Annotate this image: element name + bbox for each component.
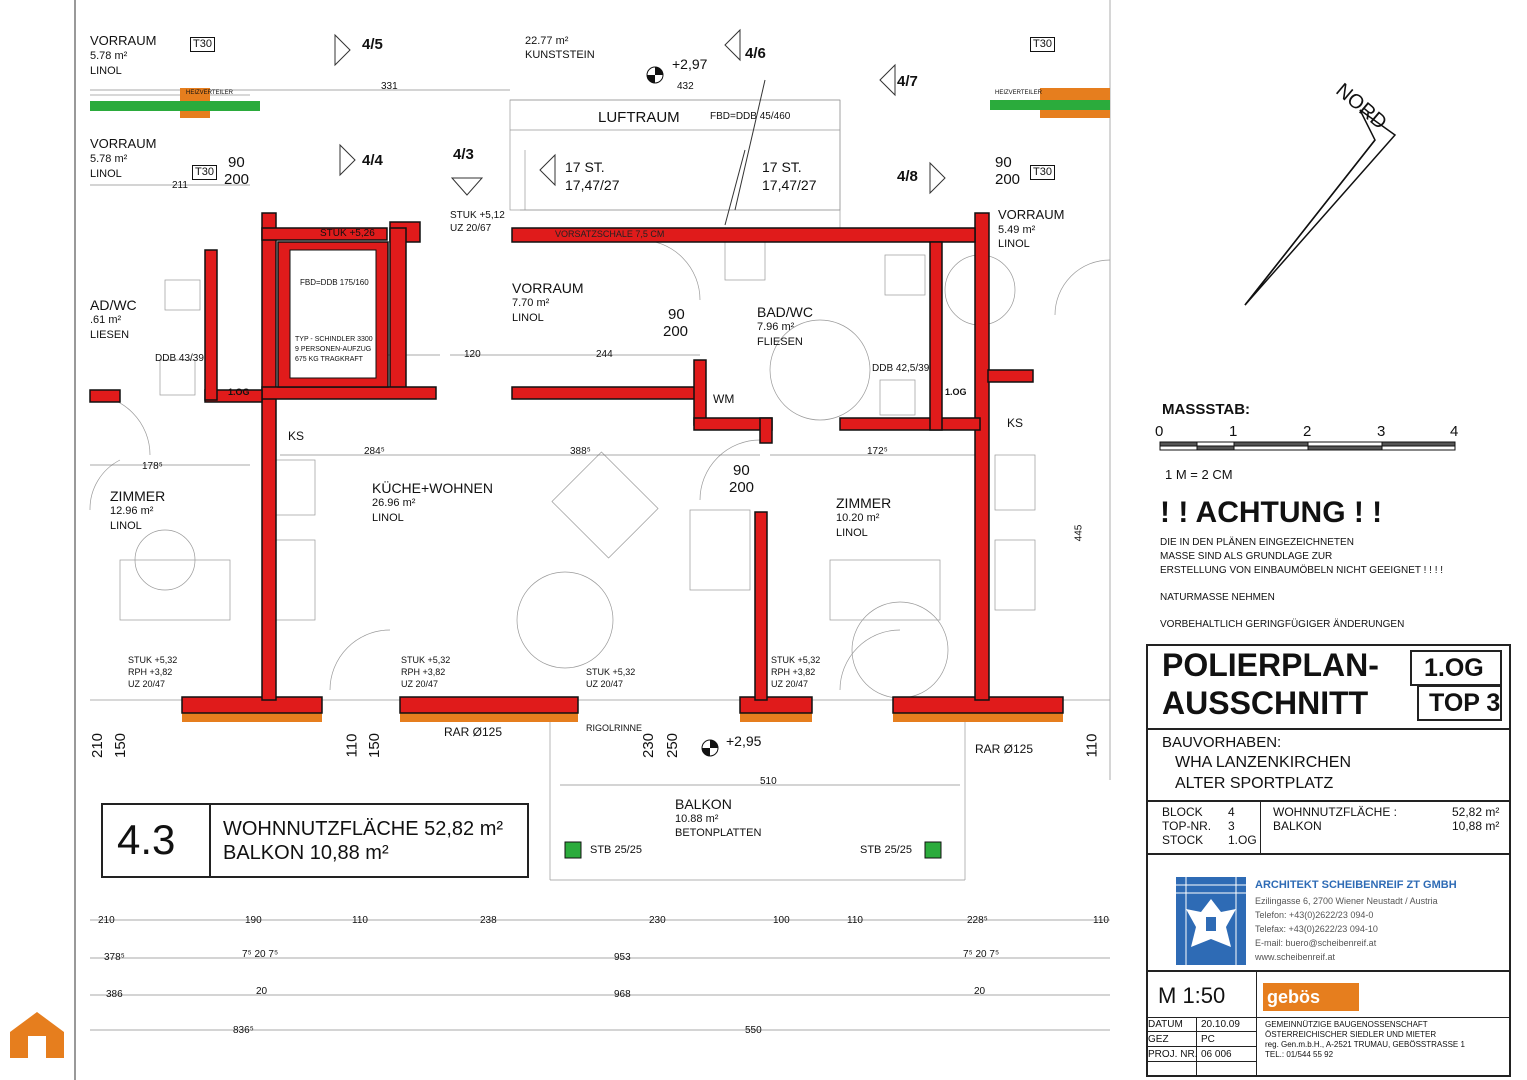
ks-label: KS xyxy=(288,429,305,443)
dim-label: 250 xyxy=(664,732,682,759)
ddb-label: DDB 43/39 xyxy=(155,353,204,364)
scale-tick: 2 xyxy=(1303,423,1312,440)
dim-label: 432 xyxy=(677,81,694,92)
dim-bottom: 378⁵ xyxy=(104,952,125,963)
room-area: 7.96 m² xyxy=(757,321,795,333)
uz-label: UZ 20/47 xyxy=(401,679,439,689)
dim-bottom: 386 xyxy=(106,989,123,1000)
dim-label: 510 xyxy=(760,776,777,787)
door-ref: 4/7 xyxy=(897,73,918,90)
dim-bottom: 110 xyxy=(1093,915,1109,926)
wm-label: WM xyxy=(713,392,735,406)
room-name: AD/WC xyxy=(90,297,137,313)
herarimmo-logo xyxy=(8,1010,66,1068)
architect-phone: Telefon: +43(0)2622/23 094-0 xyxy=(1255,910,1374,920)
room-floor: FLIESEN xyxy=(757,336,803,348)
room-name: VORRAUM xyxy=(998,207,1065,222)
room-name: ZIMMER xyxy=(110,488,166,504)
projnr-label: PROJ. NR. xyxy=(1148,1049,1198,1060)
lift-load: 675 KG TRAGKRAFT xyxy=(295,356,363,363)
stairs-label: 17,47/27 xyxy=(762,177,817,193)
balkon-value: 10,88 m² xyxy=(1452,819,1500,833)
architect-name: ARCHITEKT SCHEIBENREIF ZT GMBH xyxy=(1255,879,1457,891)
rigolrinne-label: RIGOLRINNE xyxy=(586,723,643,733)
dim-label: 90 xyxy=(733,462,750,479)
room-name: VORRAUM xyxy=(90,136,157,151)
lift-fbd: FBD=DDB 175/160 xyxy=(300,278,369,287)
stock-label: STOCK xyxy=(1162,833,1204,847)
rph-label: RPH +3,82 xyxy=(128,667,173,677)
dim-bottom: 20 xyxy=(974,986,986,997)
room-floor: LINOL xyxy=(372,512,404,524)
gebos-text: ÖSTERREICHISCHER SIEDLER UND MIETER xyxy=(1265,1030,1437,1039)
block-value: 4 xyxy=(1228,805,1235,819)
dim-bottom: 230 xyxy=(649,915,666,926)
dim-label: 210 xyxy=(89,732,107,759)
room-area: .61 m² xyxy=(90,314,122,326)
door-ref: 4/5 xyxy=(362,36,383,53)
gez-label: GEZ xyxy=(1148,1034,1169,1045)
room-area: 5.49 m² xyxy=(998,224,1036,236)
scale-value: M 1:50 xyxy=(1158,983,1226,1008)
architect-fax: Telefax: +43(0)2622/23 094-10 xyxy=(1255,924,1378,934)
datum-value: 20.10.09 xyxy=(1201,1019,1240,1030)
dim-bottom: 190 xyxy=(245,915,262,926)
project-name: WHA LANZENKIRCHEN xyxy=(1175,754,1352,771)
gebos-text: TEL.: 01/544 55 92 xyxy=(1265,1050,1334,1059)
gebos-logo xyxy=(1263,983,1359,1011)
room-name: VORRAUM xyxy=(512,280,584,296)
architect-web: www.scheibenreif.at xyxy=(1255,952,1336,962)
rph-label: RPH +3,82 xyxy=(771,667,816,677)
dim-bottom: 228⁵ xyxy=(967,915,988,926)
topnr-label: TOP-NR. xyxy=(1162,819,1212,833)
stairs-label: 17 ST. xyxy=(762,159,802,175)
dim-label: 90 xyxy=(228,154,245,171)
door-ref: 4/6 xyxy=(745,45,766,62)
rar-label: RAR Ø125 xyxy=(444,725,503,739)
gebos-text: reg. Gen.m.b.H., A-2521 TRUMAU, GEBÖSSTRASSE 1 xyxy=(1265,1040,1465,1049)
room-name: BALKON xyxy=(675,796,732,812)
door-ref: 4/8 xyxy=(897,168,918,185)
dim-bottom: 238 xyxy=(480,915,497,926)
dim-label: 331 xyxy=(381,81,398,92)
dim-bottom: 7⁵ 20 7⁵ xyxy=(242,949,279,960)
architect-eagle-logo xyxy=(1176,877,1246,965)
gebos-wordmark: gebös xyxy=(1267,987,1321,1007)
stairs-label: 17 ST. xyxy=(565,159,605,175)
north-label: NORD xyxy=(1331,79,1391,134)
uz-label: UZ 20/47 xyxy=(128,679,166,689)
dim-label: 388⁵ xyxy=(570,446,591,457)
room-area: 10.88 m² xyxy=(675,813,719,825)
dim-bottom: 953 xyxy=(614,952,631,963)
stuk-label: STUK +5,32 xyxy=(401,655,451,665)
scale-tick: 1 xyxy=(1229,423,1238,440)
block-label: BLOCK xyxy=(1162,805,1203,819)
room-floor: LINOL xyxy=(998,238,1030,250)
unit-box xyxy=(101,803,529,878)
rph-label: RPH +3,82 xyxy=(401,667,446,677)
plan-title-2: AUSSCHNITT xyxy=(1162,685,1369,721)
fire-door-label: T30 xyxy=(1030,37,1055,52)
room-area: 5.78 m² xyxy=(90,50,128,62)
scale-tick: 0 xyxy=(1155,423,1164,440)
dim-bottom: 836⁵ xyxy=(233,1025,254,1036)
luftraum-fbd: FBD=DDB 45/460 xyxy=(710,111,791,122)
uz-label: UZ 20/47 xyxy=(771,679,809,689)
unit-number: 4.3 xyxy=(117,816,176,863)
stock-box xyxy=(1410,650,1502,686)
warning-text: VORBEHALTLICH GERINGFÜGIGER ÄNDERUNGEN xyxy=(1160,619,1405,630)
stock-value-small: 1.OG xyxy=(1228,833,1257,847)
room-area: 5.78 m² xyxy=(90,153,128,165)
scale-tick: 4 xyxy=(1450,423,1459,440)
door-ref: 4/4 xyxy=(362,152,383,169)
datum-label: DATUM xyxy=(1148,1019,1183,1030)
rar-label: RAR Ø125 xyxy=(975,742,1034,756)
projnr-value: 06 006 xyxy=(1201,1049,1232,1060)
stb-label: STB 25/25 xyxy=(590,844,642,856)
heizverteiler-label: HEIZVERTEILER xyxy=(995,90,1042,96)
room-floor: LINOL xyxy=(512,312,544,324)
dim-bottom: 210 xyxy=(98,915,115,926)
dim-label: 150 xyxy=(366,732,384,759)
room-floor: BETONPLATTEN xyxy=(675,827,762,839)
project-site: ALTER SPORTPLATZ xyxy=(1175,775,1334,792)
top-value: TOP 3 xyxy=(1429,689,1501,717)
ks-label: KS xyxy=(1007,416,1024,430)
dim-label: 230 xyxy=(640,732,658,759)
uz-label: UZ 20/47 xyxy=(586,679,624,689)
room-floor: KUNSTSTEIN xyxy=(525,49,595,61)
dim-label: 200 xyxy=(995,171,1021,188)
warning-text: DIE IN DEN PLÄNEN EINGEZEICHNETEN xyxy=(1160,537,1354,548)
stuk-label: STUK +5,26 xyxy=(320,228,375,239)
fire-door-label: T30 xyxy=(1030,165,1055,180)
gebos-text: GEMEINNÜTZIGE BAUGENOSSENSCHAFT xyxy=(1265,1020,1428,1029)
heizverteiler-label: HEIZVERTEILER xyxy=(186,90,233,96)
room-area: 26.96 m² xyxy=(372,497,416,509)
og-label: 1.OG xyxy=(945,387,967,397)
dim-bottom: 20 xyxy=(256,986,268,997)
dim-label: 172⁵ xyxy=(867,446,888,457)
scale-title: MASSSTAB: xyxy=(1162,401,1251,418)
warning-text: NATURMASSE NEHMEN xyxy=(1160,592,1275,603)
dim-label: 200 xyxy=(729,479,755,496)
room-area: 22.77 m² xyxy=(525,35,569,47)
og-label: 1.OG xyxy=(228,387,250,397)
wnf-label: WOHNNUTZFLÄCHE : xyxy=(1273,805,1397,819)
room-floor: LINOL xyxy=(836,527,868,539)
plan-title-1: POLIERPLAN- xyxy=(1162,647,1379,683)
level-marker: +2,95 xyxy=(726,733,762,749)
room-floor: LINOL xyxy=(90,65,122,77)
room-floor: LINOL xyxy=(110,520,142,532)
stb-label: STB 25/25 xyxy=(860,844,912,856)
dim-label: 120 xyxy=(464,349,481,360)
stuk-label: STUK +5,32 xyxy=(128,655,178,665)
scale-note: 1 M = 2 CM xyxy=(1165,467,1233,482)
dim-label: 150 xyxy=(112,732,130,759)
dim-bottom: 7⁵ 20 7⁵ xyxy=(963,949,1000,960)
stock-value: 1.OG xyxy=(1424,654,1484,682)
lift-capacity: 9 PERSONEN-AUFZUG xyxy=(295,346,372,353)
lift-type: TYP - SCHINDLER 3300 xyxy=(295,336,373,343)
dim-bottom: 110 xyxy=(352,915,368,926)
luftraum-label: LUFTRAUM xyxy=(598,109,680,126)
stuk-label: STUK +5,12 xyxy=(450,210,505,221)
architect-email: E-mail: buero@scheibenreif.at xyxy=(1255,938,1377,948)
wnf-value: 52,82 m² xyxy=(1452,805,1500,819)
uz-label: UZ 20/67 xyxy=(450,223,492,234)
room-name: VORRAUM xyxy=(90,33,157,48)
stuk-label: STUK +5,32 xyxy=(771,655,821,665)
dim-label: 110 xyxy=(343,733,361,758)
dim-label: 211 xyxy=(172,180,188,191)
door-ref: 4/3 xyxy=(453,146,474,163)
vorsatz-label: VORSATZSCHALE 7,5 CM xyxy=(555,229,665,239)
balkon-label: BALKON xyxy=(1273,819,1322,833)
dim-bottom: 968 xyxy=(614,989,631,1000)
scale-tick: 3 xyxy=(1377,423,1386,440)
dim-label: 90 xyxy=(668,306,685,323)
dim-label: 445 xyxy=(1073,524,1085,542)
dim-label: 178⁵ xyxy=(142,461,163,472)
fire-door-label: T30 xyxy=(190,37,215,52)
dim-bottom: 100 xyxy=(773,915,790,926)
room-floor: LIESEN xyxy=(90,329,130,341)
room-area: 10.20 m² xyxy=(836,512,880,524)
topnr-value: 3 xyxy=(1228,819,1235,833)
stairs-label: 17,47/27 xyxy=(565,177,620,193)
room-name: BAD/WC xyxy=(757,304,813,320)
room-name: KÜCHE+WOHNEN xyxy=(372,480,493,496)
top-box xyxy=(1417,685,1502,721)
unit-wnf: WOHNNUTZFLÄCHE 52,82 m² xyxy=(223,818,504,840)
dim-label: 284⁵ xyxy=(364,446,385,457)
bauvorhaben-label: BAUVORHABEN: xyxy=(1162,734,1282,751)
dim-label: 244 xyxy=(596,349,613,360)
dim-bottom: 110 xyxy=(847,915,863,926)
dim-label: 90 xyxy=(995,154,1012,171)
warning-title: ! ! ACHTUNG ! ! xyxy=(1160,496,1383,529)
dim-label: 200 xyxy=(663,323,689,340)
stuk-label: STUK +5,32 xyxy=(586,667,636,677)
gez-value: PC xyxy=(1201,1034,1215,1045)
fire-door-label: T30 xyxy=(192,165,217,180)
warning-text: ERSTELLUNG VON EINBAUMÖBELN NICHT GEEIGNET ! ! ! ! xyxy=(1160,565,1444,576)
room-area: 7.70 m² xyxy=(512,297,550,309)
warning-text: MASSE SIND ALS GRUNDLAGE ZUR xyxy=(1160,551,1333,562)
room-floor: LINOL xyxy=(90,168,122,180)
ddb-label: DDB 42,5/39 xyxy=(872,363,930,374)
dim-label: 200 xyxy=(224,171,250,188)
unit-balkon: BALKON 10,88 m² xyxy=(223,842,389,864)
dim-bottom: 550 xyxy=(745,1025,762,1036)
dim-label: 110 xyxy=(1083,733,1101,758)
level-marker: +2,97 xyxy=(672,56,708,72)
architect-address: Ezilingasse 6, 2700 Wiener Neustadt / Austria xyxy=(1255,896,1438,906)
room-area: 12.96 m² xyxy=(110,505,154,517)
room-name: ZIMMER xyxy=(836,495,892,511)
